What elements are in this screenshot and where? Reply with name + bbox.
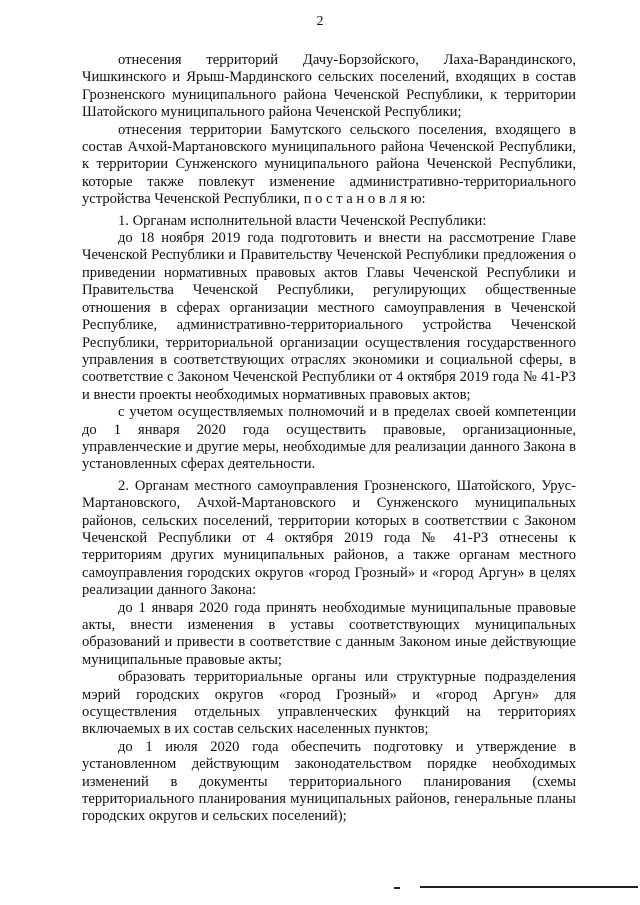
paragraph-4: с учетом осуществляемых полномочий и в пределах своей компетенции до 1 января 2020 года осуществить правовые, организационные, управленческие и другие меры, необходимые для реализации данного Закона в установленных сферах деятельности. (82, 404, 576, 473)
section-1-heading: 1. Органам исполнительной власти Чеченской Республики: (118, 212, 487, 229)
section-2-heading: 2. Органам местного самоуправления Грозненского, Шатойского, Урус-Мартановского, Ачхой-Мартановского и Сунженского муниципальных районов, сельских поселений, территории которых в соответствии с Законом Чеченской Республики от 4 октября 2019 года № 41-РЗ отнесены к территориям других муниципальных районов, а также органам местного самоуправления городских округов «город Грозный» и «город Аргун» в целях реализации данного Закона: (82, 477, 576, 599)
page-number: 2 (316, 14, 324, 29)
footer-rule (420, 886, 638, 888)
paragraph-7: до 1 июля 2020 года обеспечить подготовку и утверждение в установленном действующим законодательством порядке необходимых изменений в документы территориального планирования (схемы территориального планирования муниципальных районов, генеральные планы городских округов и сельских поселений); (82, 738, 576, 825)
document-body (82, 52, 576, 826)
footer-rule-dash (394, 887, 400, 889)
paragraph-3: до 18 ноября 2019 года подготовить и внести на рассмотрение Главе Чеченской Республики и Правительству Чеченской Республики предложения о приведении нормативных правовых актов Главы Чеченской Республики и Правительства Чеченской Республики, регулирующих общественные отношения в сферах организации местного самоуправления в Чеченской Республике, административно-территориального устройства Чеченской Республики, территориальной организации осуществления государственного управления в соответствующих отраслях экономики и социальной сферы, в соответствие с Законом Чеченской Республики от 4 октября 2019 года № 41-РЗ и внести проекты необходимых нормативных правовых актов; (82, 230, 576, 403)
paragraph-1: отнесения территорий Дачу-Борзойского, Лаха-Варандинского, Чишкинского и Ярыш-Мардинского сельских поселений, входящих в состав Грозненского муниципального района Чеченской Республики, к территории Шатойского муниципального района Чеченской Республики; (82, 52, 576, 121)
paragraph-2: отнесения территории Бамутского сельского поселения, входящего в состав Ачхой-Мартановского муниципального района Чеченской Республики, к территории Сунженского муниципального района Чеченской Республики, которые также повлекут изменение административно-территориального устройства Чеченской Республики, п о с т а н о в л я ю: (82, 121, 576, 208)
paragraph-5: до 1 января 2020 года принять необходимые муниципальные правовые акты, внести изменения в уставы соответствующих муниципальных образований и привести в соответствие с данным Законом иные действующие муниципальные правовые акты; (82, 599, 576, 668)
paragraph-6: образовать территориальные органы или структурные подразделения мэрий городских округов «город Грозный» и «город Аргун» для осуществления отдельных управленческих функций на территориях включаемых в их состав сельских населенных пунктов; (82, 669, 576, 738)
